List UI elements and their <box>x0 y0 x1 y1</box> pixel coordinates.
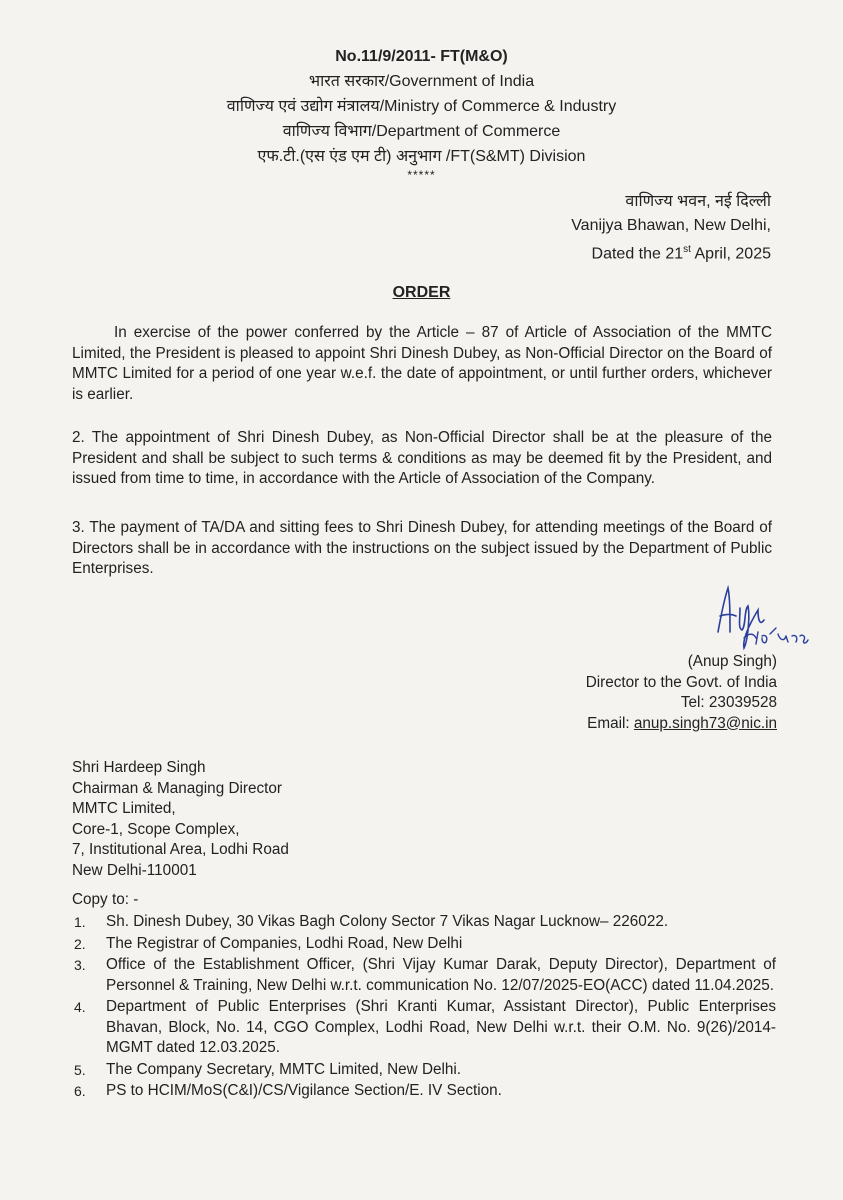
department-line: वाणिज्य विभाग/Department of Commerce <box>282 123 561 140</box>
signatory-name: (Anup Singh) <box>687 653 777 670</box>
list-item <box>72 955 776 996</box>
date-superscript: st <box>683 244 691 255</box>
addressee-block <box>72 758 289 881</box>
place-and-date <box>571 190 771 266</box>
paragraph-3: 3. The payment of TA/DA and sitting fees to Shri Dinesh Dubey, for attending meetings of the Board of Directors shall be in accordance with the instructions on the subject issued by the Department of Public Enterprises. <box>72 519 772 577</box>
list-item-number: 5. <box>74 1061 86 1078</box>
addressee-org: MMTC Limited, <box>72 800 176 817</box>
list-item-number: 6. <box>74 1083 86 1099</box>
addressee-line-3: New Delhi-110001 <box>72 861 197 879</box>
date-line <box>571 238 771 266</box>
paragraph-2: 2. The appointment of Shri Dinesh Dubey, as Non-Official Director shall be at the pleasure of the President and shall be subject to such terms & conditions as may be deemed fit by the President, and issued from time to time, in accordance with the Article of Association of the Company. <box>72 429 772 487</box>
signature-block <box>586 652 777 734</box>
list-item-number: 3. <box>74 957 86 973</box>
reference-number: No.11/9/2011- FT(M&O) <box>335 48 508 65</box>
ministry-line: वाणिज्य एवं उद्योग मंत्रालय/Ministry of Commerce & Industry <box>226 98 617 115</box>
list-item-number: 1. <box>74 914 86 930</box>
list-item-number: 2. <box>74 935 86 952</box>
date-suffix: April, 2025 <box>690 245 771 263</box>
list-item <box>72 1060 776 1081</box>
list-item-text: The Registrar of Companies, Lodhi Road, New Delhi <box>106 934 463 952</box>
date-prefix: Dated the 21 <box>591 245 684 263</box>
signatory-tel: Tel: 23039528 <box>680 694 777 711</box>
list-item <box>72 997 776 1059</box>
division-line: एफ.टी.(एस एंड एम टी) अनुभाग /FT(S&MT) Division <box>257 148 586 165</box>
addressee-title: Chairman & Managing Director <box>72 779 282 797</box>
letter-header <box>0 44 843 181</box>
separator-stars: ***** <box>407 168 436 182</box>
list-item <box>72 934 776 955</box>
email-link[interactable]: anup.singh73@nic.in <box>633 714 777 732</box>
addressee-name: Shri Hardeep Singh <box>72 759 206 776</box>
list-item-number: 4. <box>74 999 86 1015</box>
list-item-text: Office of the Establishment Officer, (Shri Vijay Kumar Darak, Deputy Director), Department of Personnel & Training, New Delhi w.r.t. communication No. 12/07/2025-EO(ACC) dated 11.04.2025. <box>106 956 776 994</box>
government-line: भारत सरकार/Government of India <box>308 73 535 90</box>
list-item-text: The Company Secretary, MMTC Limited, New Delhi. <box>106 1060 462 1078</box>
order-title: ORDER <box>392 284 451 301</box>
copy-to-label: Copy to: - <box>72 891 139 908</box>
list-item-text: Department of Public Enterprises (Shri Kranti Kumar, Assistant Director), Public Enterprises Bhavan, Block, No. 14, CGO Complex, Lodhi Road, New Delhi w.r.t. their O.M. No. 9(26)/2014-MGMT dated 12.03.2025. <box>106 998 776 1056</box>
list-item <box>72 912 776 933</box>
list-item-text: PS to HCIM/MoS(C&I)/CS/Vigilance Section/E. IV Section. <box>106 1082 502 1099</box>
copy-to-list <box>72 912 776 1103</box>
handwritten-signature <box>700 580 820 660</box>
list-item <box>72 1081 776 1102</box>
signatory-email <box>586 714 777 735</box>
addressee-line-1: Core-1, Scope Complex, <box>72 820 240 838</box>
place-hindi: वाणिज्य भवन, नई दिल्ली <box>625 193 771 210</box>
addressee-line-2: 7, Institutional Area, Lodhi Road <box>72 841 289 858</box>
paragraph-1: In exercise of the power conferred by the Article – 87 of Article of Association of the MMTC Limited, the President is pleased to appoint Shri Dinesh Dubey, as Non-Official Director on the Board of MMTC Limited for a period of one year w.e.f. the date of appointment, or until further orders, whichever is earlier. <box>72 324 772 403</box>
email-label: Email: <box>587 714 634 732</box>
list-item-text: Sh. Dinesh Dubey, 30 Vikas Bagh Colony Sector 7 Vikas Nagar Lucknow– 226022. <box>106 913 669 930</box>
signatory-designation: Director to the Govt. of India <box>585 673 777 691</box>
place-english: Vanijya Bhawan, New Delhi, <box>571 217 771 234</box>
